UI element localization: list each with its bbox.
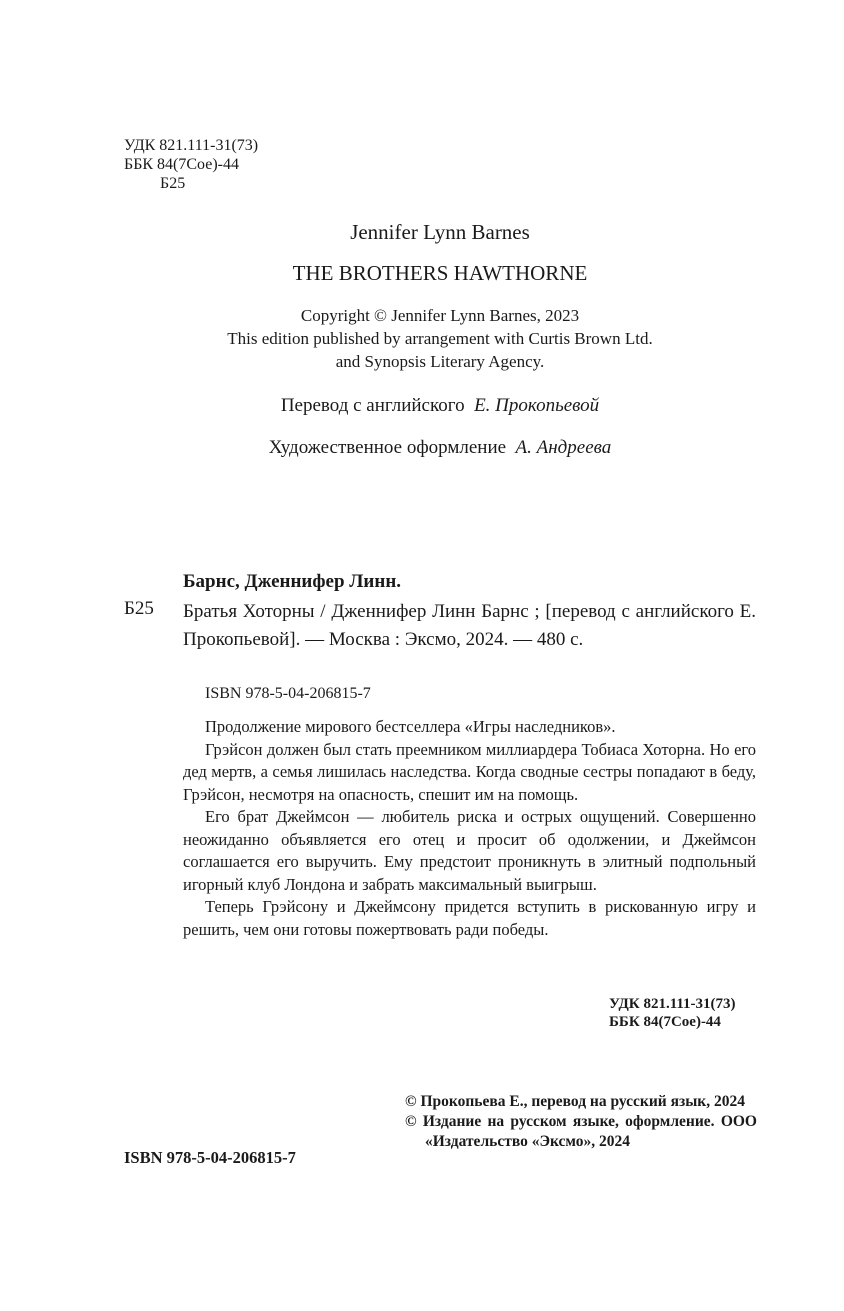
artist-credit: [0, 437, 844, 459]
udk-block-top: [124, 136, 258, 193]
translator-name: Е. Прокопьевой: [474, 395, 600, 416]
copyright-holders: [405, 1092, 757, 1152]
translator-credit: [0, 395, 844, 417]
author-name-en: Jennifer Lynn Barnes: [350, 220, 530, 244]
copyright-item: © Издание на русском языке, оформление. ООО «Издательство «Эксмо», 2024: [405, 1113, 757, 1150]
library-entry-code: Б25: [124, 598, 154, 619]
isbn-entry: ISBN 978-5-04-206815-7: [205, 685, 371, 702]
annotation-paragraph: Теперь Грэйсону и Джеймсону придется вступить в рискованную игру и решить, чем они готовы пожертвовать ради победы.: [183, 897, 756, 939]
author-mark: Б25: [160, 175, 186, 192]
artist-label: Художественное оформление: [268, 437, 507, 458]
annotation-paragraph: Его брат Джеймсон — любитель риска и острых ощущений. Совершенно неожиданно объявляется его отец и просит об одолжении, и Джеймсон соглашается его выручить. Ему предстоит проникнуть в элитный подпольный игорный клуб Лондона и забрать максимальный выигрыш.: [183, 807, 756, 894]
copyright-item: © Прокопьева Е., перевод на русский язык, 2024: [405, 1093, 745, 1110]
bbk-code: ББК 84(7Сое)-44: [124, 156, 239, 173]
isbn-footer: ISBN 978-5-04-206815-7: [124, 1148, 296, 1167]
copyright-line: This edition published by arrangement with Curtis Brown Ltd.: [227, 329, 653, 348]
udk-code: УДК 821.111-31(73): [609, 996, 736, 1012]
copyright-line: and Synopsis Literary Agency.: [335, 352, 545, 371]
copyright-notice: [0, 304, 844, 373]
translator-label: Перевод с английского: [280, 395, 465, 416]
udk-block-bottom: [609, 995, 736, 1031]
annotation-paragraph: Продолжение мирового бестселлера «Игры наследников».: [205, 717, 616, 736]
library-entry-text: Братья Хоторны / Дженнифер Линн Барнс ; [перевод с английского Е. Прокопьевой]. — Москва : Эксмо, 2024. — 480 с.: [183, 601, 756, 650]
bbk-code: ББК 84(7Сое)-44: [609, 1014, 721, 1030]
udk-code: УДК 821.111-31(73): [124, 137, 259, 154]
annotation: [183, 716, 756, 941]
library-entry-author: Барнс, Дженнифер Линн.: [183, 571, 402, 592]
artist-name: А. Андреева: [515, 437, 612, 458]
annotation-paragraph: Грэйсон должен был стать преемником миллиардера Тобиаса Хоторна. Но его дед мертв, а семья лишилась наследства. Когда сводные сестры попадают в беду, Грэйсон, несмотря на опасность, спешит им на помощь.: [183, 739, 756, 804]
book-title-en: THE BROTHERS HAWTHORNE: [292, 261, 588, 285]
copyright-line: Copyright © Jennifer Lynn Barnes, 2023: [300, 306, 580, 325]
